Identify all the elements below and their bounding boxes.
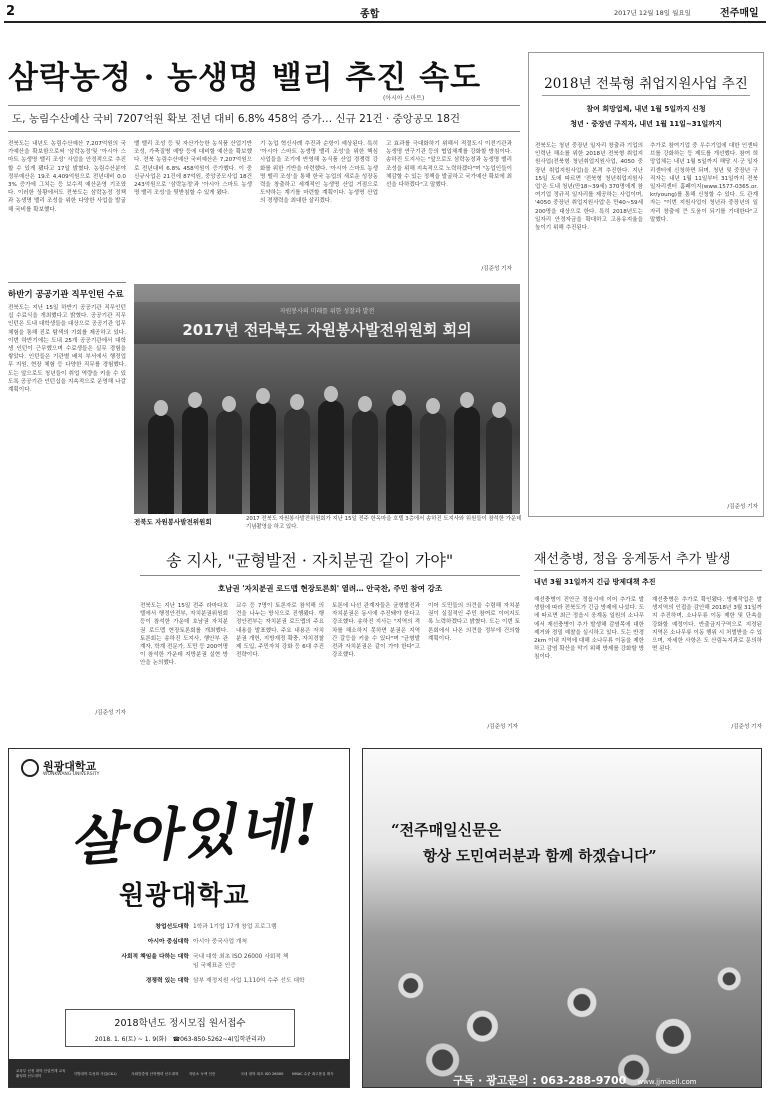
lead-body-col4: 고 효과를 극대화하기 위해서 적절도시 이전기관과 농생명 연구기관 등의 협업체계를 강화할 방침이다. 송하진 도지사는 "앞으로도 삼락농정과 농생명 밸리 조성을 위해 지속적으로 노력하겠다"며 "농업인들이 체감할 수 있는 정책을 발굴하고 국가예산 확보에 최선을 다하겠다"고 말했다. xyxy=(386,141,512,189)
governor-body-col1: 전북도는 지난 15일 전주 라마다호텔에서 행정안전부, 자치분권위원회 등이 참석한 가운데 호남권 자치분권 로드맵 현장토론회를 개최했다. 토론회는 송하진 도지사, 행안부 관계자, 학계 전문가, 도민 등 200여명이 참석한 가운데 지방분권 실현 방안을 논의했다. xyxy=(140,603,228,667)
header-rule xyxy=(4,21,766,23)
lead-label: (아시아 스마트) xyxy=(383,95,425,102)
governor-sub: 호남권 '자치분권 로드맵 현장토론회' 열려… 안국찬, 주민 참여 강조 xyxy=(217,584,443,593)
pine-byline: /김준성 기자 xyxy=(731,724,762,730)
university-features xyxy=(113,921,343,990)
group-photo xyxy=(134,284,520,514)
recruit-title: 2018학년도 정시모집 원서접수 xyxy=(114,1018,246,1029)
ad-contact-phone: 구독 · 광고문의 : 063-288-9700 xyxy=(453,1074,627,1087)
lead-headline: 삼락농정 · 농생명 밸리 추진 속도 xyxy=(8,60,482,96)
feature-desc: 국내 대학 최초 ISO 26000 사회적 책임 국제표준 인증 xyxy=(193,954,289,969)
youth-byline: /김준성 기자 xyxy=(727,504,758,510)
side-headline: 하반기 공공기관 직무인턴 수료 xyxy=(8,290,124,300)
section-label: 종합 xyxy=(360,9,380,20)
feature-row xyxy=(113,951,343,969)
lead-sub-rule-bottom xyxy=(8,131,520,132)
recruit-date: 2018. 1. 6(토) ~ 1. 9(화) xyxy=(94,1036,167,1043)
pine-body-col1: 재선충병이 진안군 정읍시에 이어 추가로 발생함에 따라 전북도가 긴급 방제에 나섰다. 도에 따르면 최근 정읍시 웅계동 일원의 소나무에서 재선충병이 추가 발생해 감염목에 대한 제거와 정밀 예찰을 실시하고 있다. 도는 반경 2km 이내 지역에 대해 소나무류 이동을 제한하고 감염 확산을 막기 위해 방제를 강화할 방침이다. xyxy=(534,597,644,661)
lead-byline: /김준성 기자 xyxy=(481,266,512,272)
footer-item: 교육부 선정 대학 산업연계 교육활성화 선도대학 xyxy=(15,1069,66,1078)
recruit-box[interactable] xyxy=(65,1009,295,1047)
photo-banner-main: 2017년 전라북도 자원봉사발전위원회 회의 xyxy=(182,321,472,339)
youth-body-col2: 추가로 참여기업 중 우수기업에 대한 인센티브를 강화하는 등 제도를 개선했다. 참여 희망업체는 내년 1월 5일까지 해당 시·군 일자리센터에 신청하면 되며, 청년 및 중장년 구직자는 내년 1월 11일부터 31일까지 전북 일자리센터 홈페이지(www.1577-0365.or.kr/young)를 통해 신청할 수 있다. 도 관계자는 "이번 지원사업이 청년과 중장년의 일자리 창출에 큰 도움이 되기를 기대한다"고 말했다. xyxy=(650,143,758,223)
youth-sub1: 참여 희망업체, 내년 1월 5일까지 신청 xyxy=(586,105,706,113)
lead-body-col3: 기 농업 혁신사례 추진과 순항이 예상된다. 특히 '아시아 스마트 농생명 밸리 조성'을 위한 핵심 사업들을 조기에 반영해 농식품 산업 경쟁력 강화를 위한 기반을 마련했다. '아시아 스마트 농생명 밸리 조성'을 통해 한국 농업의 새로운 성장동력을 창출하고 세계적인 농생명 산업 거점으로 도약하는 계기를 마련할 계획이다. 농생명 산업의 경쟁력을 최대한 살리겠다. xyxy=(260,141,378,205)
governor-headline: 송 지사, "균형발전 · 자치분권 같이 가야" xyxy=(166,551,454,570)
university-slogan: 살아있네! xyxy=(67,791,323,875)
photo-person xyxy=(250,402,276,514)
pine-sub: 내년 3월 31일까지 긴급 방제대책 추진 xyxy=(534,578,656,586)
feature-row xyxy=(113,921,343,930)
governor-body-col4: 이어 도민들의 의견을 수렴해 자치분권이 실질적인 주민 참여로 이어지도록 노력하겠다고 밝혔다. 도는 이번 토론회에서 나온 의견을 정부에 건의할 계획이다. xyxy=(428,603,520,642)
governor-byline: /김준성 기자 xyxy=(487,724,518,730)
footer-item: 지방대학 특성화 사업(CK-I) xyxy=(73,1071,117,1076)
photo-person xyxy=(352,410,378,514)
lead-body-col2: 밸 밸리 조성 등 및 자산가능한 농식품 산업기반 조성, 가축질병 예방 등에 대비할 예산을 확보했다. 전북 농림수산예산 국비예산은 7,207억원으로 전년대비 6.8% 458억원이 증가했다. 이 중 신규사업은 21건에 87억원, 중앙공모사업 18건 243억원으로 '삼락농정'과 '아시아 스마트 농생명 밸리 조성'을 뒷받침할 수 있게 됐다. xyxy=(134,141,252,197)
governor-rule xyxy=(140,575,520,576)
feature-tag: 아시아 중심대학 xyxy=(147,939,189,945)
photo-caption-label: 전북도 자원봉사발전위원회 xyxy=(134,518,212,526)
issue-date: 2017년 12월 18일 월요일 xyxy=(614,9,691,17)
governor-body-col2: 교수 등 7명이 토론자로 참석해 의견을 나누는 방식으로 진행됐다. 행정안전부는 자치분권 로드맵의 주요 내용을 발표했다. 주요 내용은 자치분권 개헌, 지방재정 확충, 자치경찰제 도입, 주민자치 강화 등 6대 추진전략이다. xyxy=(236,603,324,659)
footer-item: 저탄소 녹색 인증 xyxy=(188,1071,216,1076)
photo-person xyxy=(386,404,412,514)
photo-person xyxy=(486,416,512,514)
photo-person xyxy=(216,410,242,514)
university-ad[interactable] xyxy=(8,748,350,1088)
university-footer xyxy=(9,1059,350,1088)
newspaper-ad[interactable] xyxy=(362,748,762,1088)
photo-person xyxy=(318,400,344,514)
feature-desc: 삼부 재정지원 사업 1,110억 수주 선도 대학 xyxy=(193,978,305,984)
feature-desc: 1학과 1기업 17개 창업 프로그램 xyxy=(193,924,277,930)
university-logo-text: 원광대학교 xyxy=(43,760,97,773)
youth-headline: 2018년 전북형 취업지원사업 추진 xyxy=(544,76,748,92)
photo-person xyxy=(420,412,446,514)
side-body: 전북도는 지난 15일 하반기 공공기관 직무인턴십 수료식을 개최했다고 밝혔다. 공공기관 직무인턴은 도내 대학생들을 대상으로 공공기관 업무체험을 통해 진로 탐색의 기회를 제공하고 있다. 이번 하반기에는 도내 25개 공공기관에서 대학생 인턴이 근무했으며 수료생들은 실무 경험을 쌓았다. 인턴들은 기관별 배치 부서에서 행정업무 지원, 현장 체험 등 다양한 직무를 경험했다. 도는 앞으로도 청년들이 취업 역량을 키울 수 있도록 공공기관 인턴십을 지속적으로 운영해 나갈 계획이다. xyxy=(8,305,126,394)
feature-tag: 사회적 책임을 다하는 대학 xyxy=(121,954,189,960)
pine-rule xyxy=(534,570,762,571)
photo-caption: 2017 전북도 자원봉사발전위원회가 지난 15일 전주 한옥마을 호텔 3층에서 송하진 도지사와 위원들이 참석한 가운데 기념촬영을 하고 있다. xyxy=(246,516,522,530)
photo-banner-top: 자원봉사의 미래를 위한 성찰과 발전 xyxy=(279,308,375,315)
feature-tag: 경쟁력 있는 대학 xyxy=(145,978,189,984)
ad-quote-line2: 항상 도민여러분과 함께 하겠습니다” xyxy=(423,848,657,865)
side-byline: /김준성 기자 xyxy=(95,710,126,716)
footer-item: KMAC 수준 최고품질 획득 xyxy=(292,1071,334,1076)
university-name: 원광대학교 xyxy=(119,881,250,911)
lead-body-col1: 전북도는 내년도 농림수산예산 7,207억원의 국가예산을 확보함으로써 '삼락농정'및 '아시아 스마트 농생명 밸리 조성' 사업을 안정적으로 추진할 수 있게 됐다고 17일 밝혔다. 농림수산분야 정부예산은 19조 4,409억원으로 전년대비 0.03% 증가에 그치는 등 보수적 예산운영 기조였다. 이러한 상황에서도 전북도는 삼락농정 정책과 농생명 밸리 조성을 위한 다양한 사업을 발굴해 국비를 확보했다. xyxy=(8,141,126,213)
feature-desc: 아시아 중국사업 개척 xyxy=(193,939,248,945)
masthead: 전주매일 xyxy=(720,8,759,19)
lead-subheadline: 도, 농림수산예산 국비 7207억원 확보 전년 대비 6.8% 458억 증가… 신규 21건 · 중앙공모 18건 xyxy=(12,113,461,125)
ad-contact xyxy=(453,1069,753,1088)
university-logo-icon xyxy=(21,759,39,777)
photo-person xyxy=(284,408,310,514)
side-top-rule xyxy=(8,282,126,283)
ad-contact-url[interactable]: www.jjmaeil.com xyxy=(637,1078,697,1086)
photo-person xyxy=(182,406,208,514)
photo-person xyxy=(454,406,480,514)
pine-body-col2: 재선충병은 추가로 확인됐다. 방제작업은 발생지역의 인접을 감안해 2018년 3월 31일까지 추진하며, 소나무류 이동 제한 및 단속을 강화할 예정이다. 반출금지구역으로 지정된 지역은 소나무류 이동 행위 시 처벌받을 수 있으며, 자세한 사항은 도 산림녹지과로 문의하면 된다. xyxy=(652,597,762,653)
youth-headline-rule xyxy=(542,95,750,96)
governor-body-col3: 토론에 나선 관계자들은 균형발전과 자치분권은 동시에 추진돼야 한다고 강조했다. 송하진 지사는 "지역의 격차를 해소하지 못하면 분권은 지역 간 갈등을 키울 수 있다"며 "균형발전과 자치분권은 같이 가야 한다"고 강조했다. xyxy=(332,603,420,659)
ad-quote-line1: “전주매일신문은 xyxy=(391,821,502,839)
youth-sub2: 청년 · 중장년 구직자, 내년 1월 11일~31일까지 xyxy=(570,120,722,128)
recruit-phone: ☎063-850-5262~4(입학관리과) xyxy=(172,1036,266,1043)
feature-row xyxy=(113,975,343,984)
pine-headline: 재선충병, 정읍 웅계동서 추가 발생 xyxy=(534,552,731,567)
lead-sub-rule xyxy=(8,105,520,106)
footer-item: 국내 대학 최초 ISO 26000 xyxy=(240,1071,284,1076)
photo-person xyxy=(148,414,174,514)
feature-row xyxy=(113,936,343,945)
university-logo-sub: WONKWANG UNIVERSITY xyxy=(43,772,100,777)
feature-tag: 창업선도대학 xyxy=(155,924,189,930)
footer-item: 사회맞춤형 산학협력 선도대학 xyxy=(131,1071,179,1076)
page-number: 2 xyxy=(6,4,16,19)
photo-banner xyxy=(134,302,520,344)
youth-body-col1: 전북도는 청년 중장년 일자리 창출과 기업의 인력난 해소를 위한 2018년 전북형 취업지원사업(전북형 청년취업지원사업, 4050 중장년 취업지원사업)을 본격 추진한다. 지난 15일 도에 따르면 '전북형 청년취업지원사업'은 도내 청년(만18~39세) 370명에게 참여기업 정규직 일자리를 제공하는 사업이며, '4050 중장년 취업지원사업'은 만40~59세 200명을 대상으로 한다. 특히 2018년도는 일자리 안정자금을 확대하고 고용유지율을 높이기 위해 추진된다. xyxy=(535,143,643,232)
